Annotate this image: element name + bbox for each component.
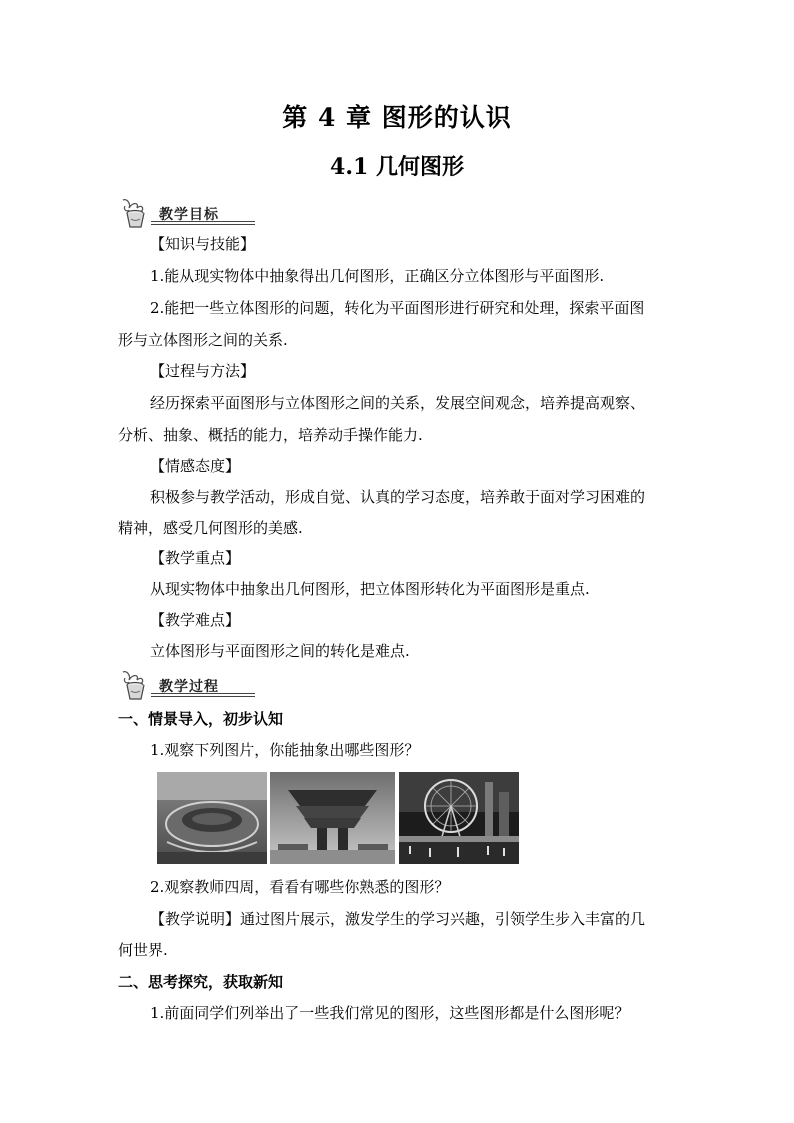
process-method-line2: 分析、抽象、概括的能力，培养动手操作能力. [118,426,423,444]
flower-pot-icon [117,670,157,702]
knowledge-item-2-line2: 形与立体图形之间的关系. [118,331,288,349]
part1-heading: 一、情景导入，初步认知 [118,710,284,728]
china-pavilion-photo [270,772,395,864]
part1-note-line1: 【教学说明】通过图片展示，激发学生的学习兴趣，引领学生步入丰富的几 [150,910,646,928]
knowledge-item-1: 1.能从现实物体中抽象得出几何图形，正确区分立体图形与平面图形. [150,267,605,285]
part2-question-1: 1.前面同学们列举出了一些我们常见的图形，这些图形都是什么图形呢？ [150,1004,630,1022]
badge-underline [151,693,255,694]
process-badge-label: 教学过程 [159,679,219,695]
chapter-title: 第 4 章 图形的认识 [282,103,512,132]
process-method-heading: 【过程与方法】 [150,362,256,380]
part1-question-2: 2.观察教师四周，看看有哪些你熟悉的图形？ [150,878,450,896]
attitude-line1: 积极参与教学活动，形成自觉、认真的学习态度，培养敢于面对学习困难的 [150,488,646,506]
part2-heading: 二、思考探究，获取新知 [118,973,284,991]
key-point-heading: 【教学重点】 [150,549,241,567]
difficulty-heading: 【教学难点】 [150,611,241,629]
stadium-photo [157,772,267,864]
objectives-badge-label: 教学目标 [159,207,219,223]
objectives-badge [117,198,257,230]
knowledge-item-2-line1: 2.能把一些立体图形的问题，转化为平面图形进行研究和处理，探索平面图 [150,299,645,317]
part1-question-1: 1.观察下列图片，你能抽象出哪些图形？ [150,741,420,759]
section-title: 4.1 几何图形 [330,154,464,180]
part1-note-line2: 何世界. [118,941,168,959]
attitude-heading: 【情感态度】 [150,457,241,475]
badge-underline [151,224,255,225]
badge-underline [151,221,255,222]
badge-underline [151,696,255,697]
flower-pot-icon [117,198,157,230]
process-badge [117,670,257,702]
attitude-line2: 精神，感受几何图形的美感. [118,519,303,537]
ferris-wheel-photo [399,772,519,864]
process-method-line1: 经历探索平面图形与立体图形之间的关系，发展空间观念，培养提高观察、 [150,394,646,412]
knowledge-heading: 【知识与技能】 [150,235,256,253]
key-point-text: 从现实物体中抽象出几何图形，把立体图形转化为平面图形是重点. [150,580,590,598]
difficulty-text: 立体图形与平面图形之间的转化是难点. [150,642,410,660]
